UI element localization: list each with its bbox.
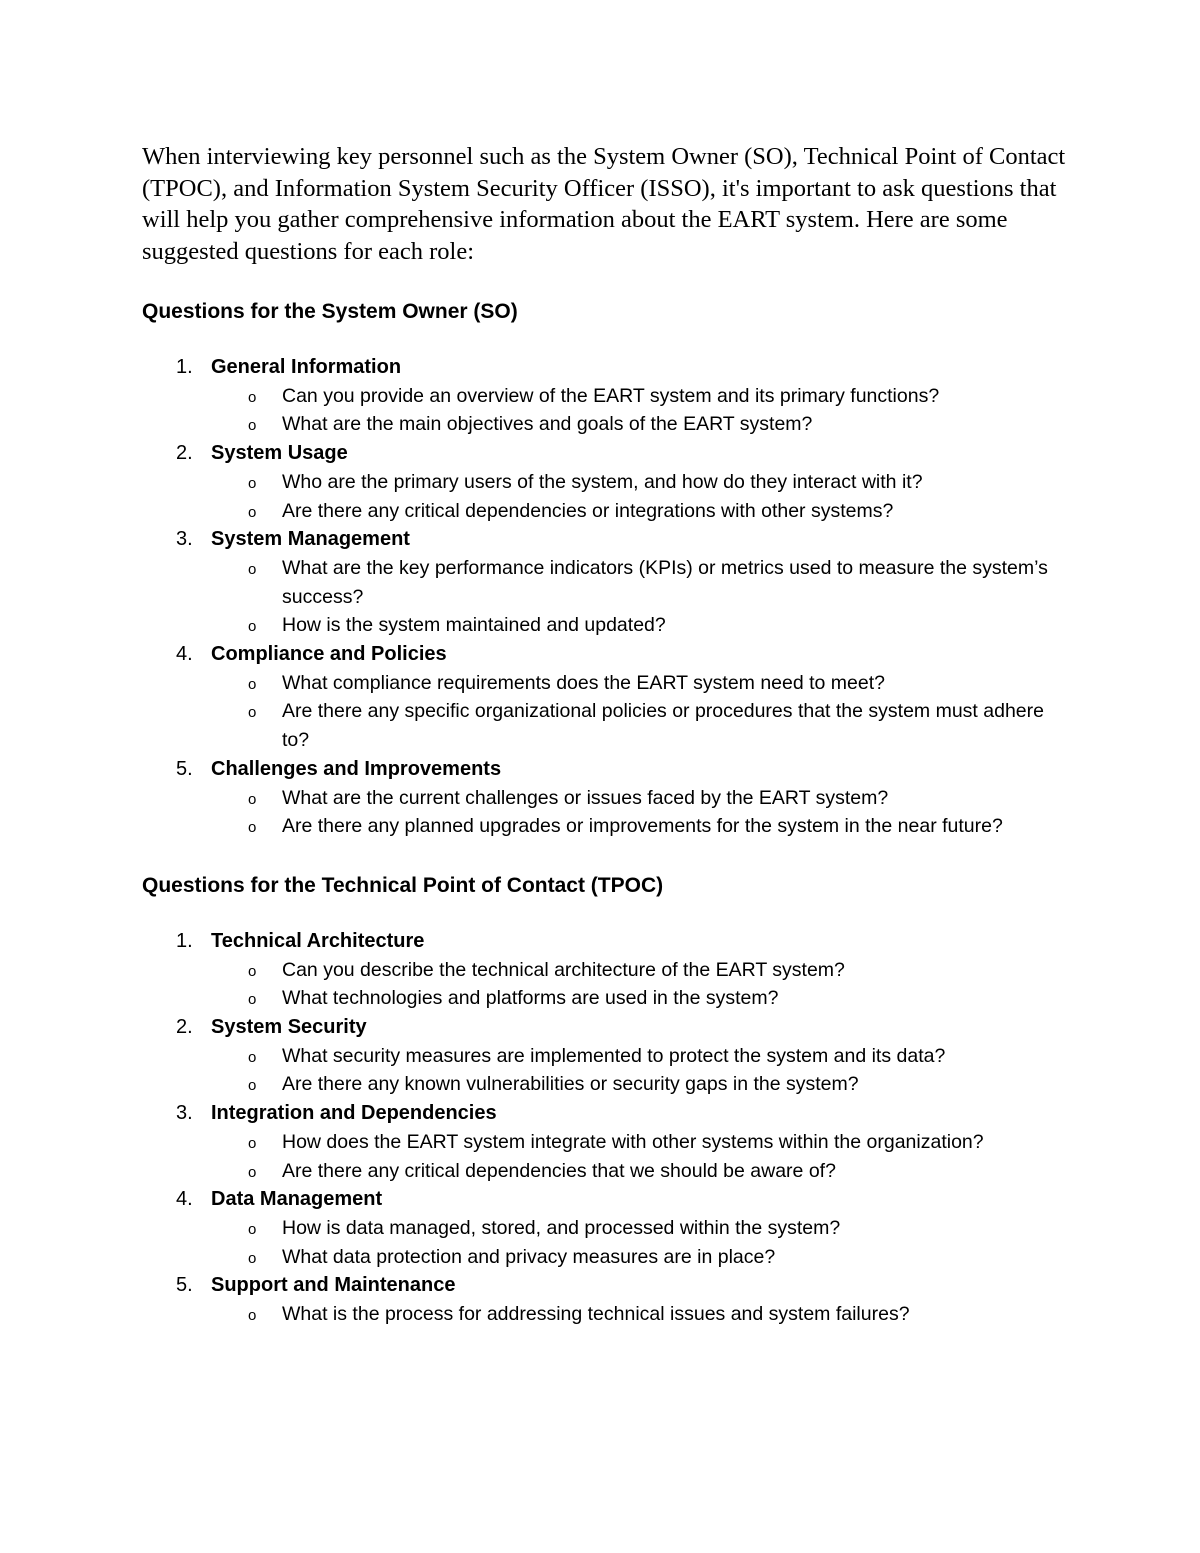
question-item xyxy=(211,468,1067,497)
bullet-icon: o xyxy=(248,417,257,435)
question-item xyxy=(211,1157,1067,1186)
topic-title: Support and Maintenance xyxy=(211,1274,456,1297)
topic-title: Compliance and Policies xyxy=(211,643,447,666)
topic-number: 3. xyxy=(176,528,193,551)
document-page xyxy=(142,141,1067,1329)
question-item xyxy=(211,784,1067,813)
topic-item xyxy=(142,1013,1067,1099)
question-item xyxy=(211,1042,1067,1071)
question-list xyxy=(211,1042,1067,1099)
bullet-icon: o xyxy=(248,819,257,837)
question-text: Are there any specific organizational policies or procedures that the system must adhere to? xyxy=(282,700,1044,752)
section-title-tpoc: Questions for the Technical Point of Contact (TPOC) xyxy=(142,873,664,897)
bullet-icon: o xyxy=(248,1307,257,1325)
question-text: What is the process for addressing technical issues and system failures? xyxy=(282,1303,910,1326)
question-text: How is the system maintained and updated? xyxy=(282,614,666,637)
topic-title: Integration and Dependencies xyxy=(211,1102,497,1125)
question-text: What data protection and privacy measures are in place? xyxy=(282,1245,776,1268)
intro-paragraph: When interviewing key personnel such as the System Owner (SO), Technical Point of Contact (TPOC), and Information System Security Officer (ISSO), it's important to ask questions that will help you gather comprehensive information about the EART system. Here are some suggested questions for each role: xyxy=(142,143,1066,265)
topic-title: General Information xyxy=(211,356,402,378)
bullet-icon: o xyxy=(248,474,257,492)
question-text: What are the current challenges or issues faced by the EART system? xyxy=(282,786,889,809)
topic-number: 1. xyxy=(176,356,193,378)
question-list xyxy=(211,1214,1067,1271)
question-text: Are there any critical dependencies that we should be aware of? xyxy=(282,1159,836,1182)
question-text: What are the main objectives and goals of the EART system? xyxy=(282,413,813,436)
topic-number: 2. xyxy=(176,442,193,465)
question-text: Who are the primary users of the system, and how do they interact with it? xyxy=(282,470,923,493)
question-item xyxy=(211,1214,1067,1243)
question-item xyxy=(211,611,1067,640)
question-item xyxy=(211,497,1067,526)
topic-list-system-owner xyxy=(142,353,1067,841)
bullet-icon: o xyxy=(248,675,257,693)
bullet-icon: o xyxy=(248,1249,257,1267)
bullet-icon: o xyxy=(248,1163,257,1181)
topic-item xyxy=(142,353,1067,439)
question-item xyxy=(211,382,1067,411)
topic-title: Technical Architecture xyxy=(211,929,425,952)
question-list xyxy=(211,382,1067,439)
bullet-icon: o xyxy=(248,962,257,980)
topic-number: 3. xyxy=(176,1102,193,1125)
question-text: How is data managed, stored, and processed within the system? xyxy=(282,1216,841,1239)
topic-item xyxy=(142,525,1067,640)
bullet-icon: o xyxy=(248,1077,257,1095)
question-item xyxy=(211,1243,1067,1272)
bullet-icon: o xyxy=(248,991,257,1009)
bullet-icon: o xyxy=(248,618,257,636)
question-list xyxy=(211,554,1067,640)
question-text: Can you provide an overview of the EART system and its primary functions? xyxy=(282,384,940,407)
topic-title: Data Management xyxy=(211,1188,383,1211)
bullet-icon: o xyxy=(248,1134,257,1152)
topic-item xyxy=(142,1271,1067,1328)
bullet-icon: o xyxy=(248,503,257,521)
topic-list-tpoc xyxy=(142,927,1067,1329)
question-text: What security measures are implemented to protect the system and its data? xyxy=(282,1044,946,1067)
bullet-icon: o xyxy=(248,388,257,406)
topic-title: Challenges and Improvements xyxy=(211,757,502,780)
topic-number: 5. xyxy=(176,757,193,780)
question-item xyxy=(211,812,1067,841)
question-item xyxy=(211,1070,1067,1099)
question-item xyxy=(211,984,1067,1013)
question-item xyxy=(211,554,1067,611)
question-text: Can you describe the technical architecture of the EART system? xyxy=(282,958,845,981)
question-item xyxy=(211,956,1067,985)
topic-item xyxy=(142,640,1067,755)
topic-item xyxy=(142,755,1067,841)
question-list xyxy=(211,669,1067,755)
topic-number: 1. xyxy=(176,929,193,952)
topic-title: System Security xyxy=(211,1016,367,1039)
topic-title: System Management xyxy=(211,528,410,551)
question-text: How does the EART system integrate with other systems within the organization? xyxy=(282,1130,984,1153)
question-list xyxy=(211,1128,1067,1185)
bullet-icon: o xyxy=(248,1048,257,1066)
bullet-icon: o xyxy=(248,704,257,722)
question-list xyxy=(211,956,1067,1013)
question-text: Are there any planned upgrades or improvements for the system in the near future? xyxy=(282,815,1003,838)
topic-number: 4. xyxy=(176,643,193,666)
topic-number: 2. xyxy=(176,1016,193,1039)
topic-item xyxy=(142,1185,1067,1271)
question-text: What compliance requirements does the EART system need to meet? xyxy=(282,671,885,694)
question-item xyxy=(211,669,1067,698)
topic-item xyxy=(142,439,1067,525)
question-item xyxy=(211,1128,1067,1157)
question-item xyxy=(211,697,1067,754)
question-list xyxy=(211,1300,1067,1329)
question-text: What are the key performance indicators (KPIs) or metrics used to measure the system’s success? xyxy=(282,556,1048,608)
bullet-icon: o xyxy=(248,790,257,808)
topic-title: System Usage xyxy=(211,442,348,465)
question-list xyxy=(211,784,1067,841)
question-text: Are there any critical dependencies or integrations with other systems? xyxy=(282,499,894,522)
question-text: Are there any known vulnerabilities or security gaps in the system? xyxy=(282,1073,859,1096)
bullet-icon: o xyxy=(248,560,257,578)
topic-item xyxy=(142,1099,1067,1185)
bullet-icon: o xyxy=(248,1220,257,1238)
question-item xyxy=(211,1300,1067,1329)
topic-item xyxy=(142,927,1067,1013)
section-title-system-owner: Questions for the System Owner (SO) xyxy=(142,300,518,323)
topic-number: 4. xyxy=(176,1188,193,1211)
question-item xyxy=(211,410,1067,439)
question-text: What technologies and platforms are used in the system? xyxy=(282,987,779,1010)
topic-number: 5. xyxy=(176,1274,193,1297)
question-list xyxy=(211,468,1067,525)
